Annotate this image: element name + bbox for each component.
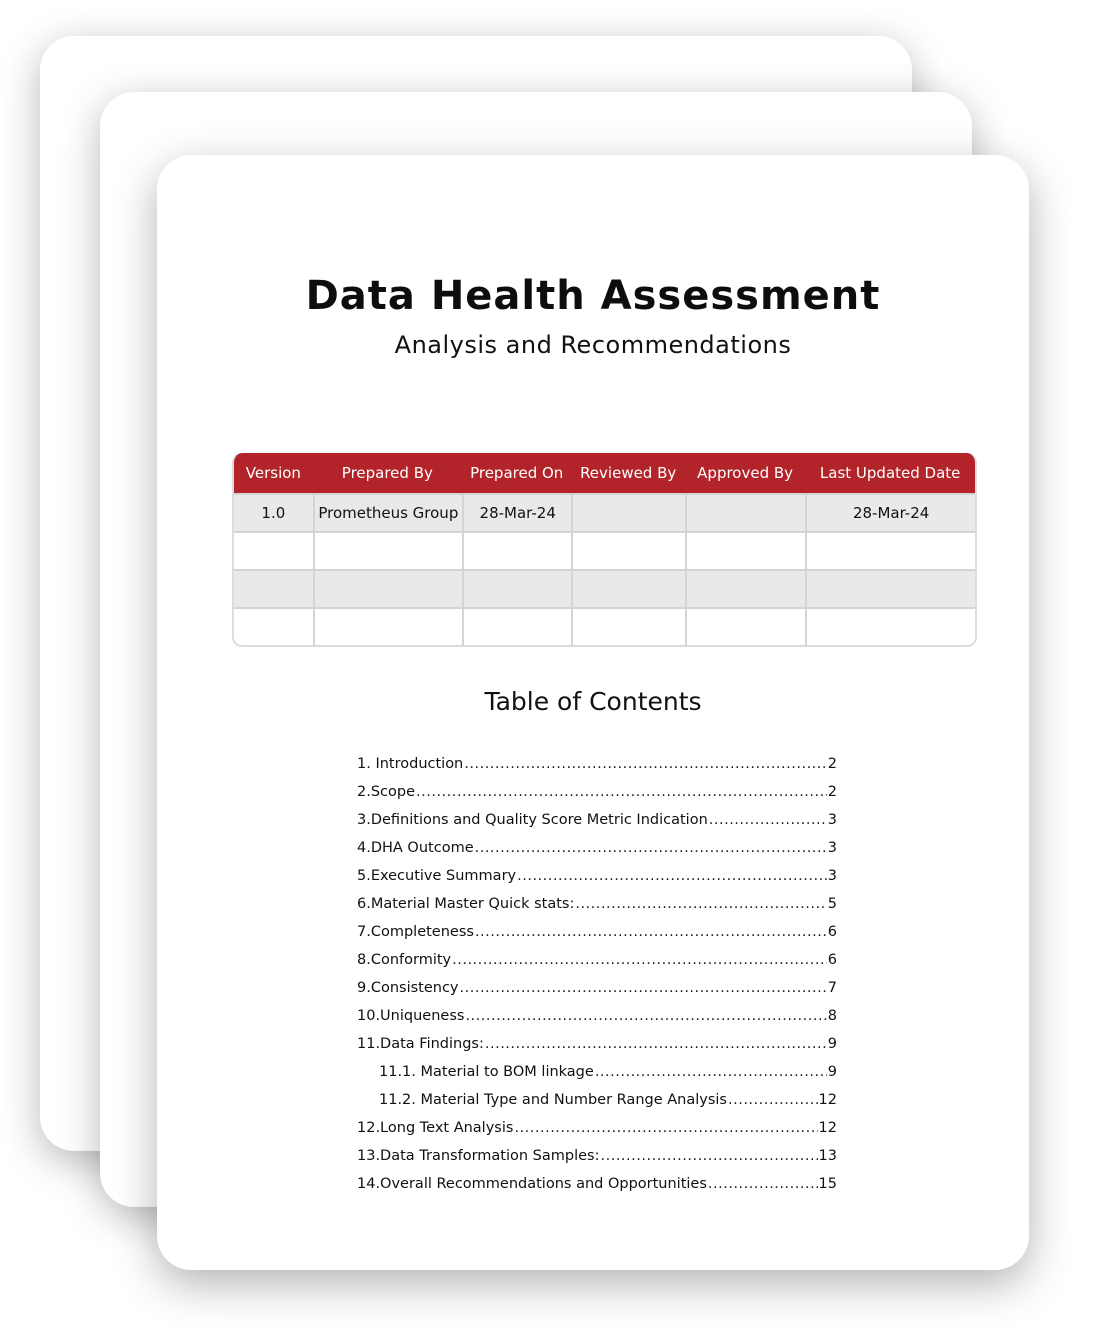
document-subtitle: Analysis and Recommendations <box>394 331 792 359</box>
toc-dot-leader <box>464 750 827 778</box>
table-cell <box>234 569 313 607</box>
toc-dot-leader <box>416 778 827 806</box>
toc-dot-leader <box>517 862 827 890</box>
toc-entry-page-number: 13 <box>818 1148 837 1164</box>
toc-entry[interactable] <box>357 778 837 806</box>
toc-entry-label: 8.Conformity <box>357 952 452 968</box>
toc-dot-leader <box>485 1030 827 1058</box>
table-cell <box>805 531 975 569</box>
document-title: Data Health Assessment <box>305 273 881 319</box>
column-header-last-updated-date: Last Updated Date <box>805 453 975 493</box>
table-row <box>234 531 975 569</box>
front-page <box>157 155 1029 1270</box>
toc-entry[interactable] <box>357 806 837 834</box>
table-cell <box>462 531 571 569</box>
toc-entry-label: 1. Introduction <box>357 756 464 772</box>
toc-entry[interactable] <box>357 862 837 890</box>
toc-entry-page-number: 5 <box>827 896 837 912</box>
table-row <box>234 569 975 607</box>
toc-dot-leader <box>601 1142 818 1170</box>
toc-entry-label: 14.Overall Recommendations and Opportunities <box>357 1176 707 1192</box>
toc-entry[interactable] <box>357 1170 837 1198</box>
toc-entry[interactable] <box>357 1114 837 1142</box>
toc-entry-label: 7.Completeness <box>357 924 474 940</box>
toc-entry-page-number: 8 <box>827 1008 837 1024</box>
toc-entry[interactable] <box>357 834 837 862</box>
toc-entry[interactable] <box>357 946 837 974</box>
toc-entry-label: 5.Executive Summary <box>357 868 517 884</box>
column-header-prepared-by: Prepared By <box>313 453 462 493</box>
table-cell <box>685 607 805 645</box>
toc-entry[interactable] <box>357 918 837 946</box>
toc-entry-page-number: 9 <box>827 1064 837 1080</box>
toc-entry[interactable] <box>357 974 837 1002</box>
column-header-prepared-on: Prepared On <box>462 453 571 493</box>
table-cell <box>685 569 805 607</box>
toc-entry-page-number: 3 <box>827 840 837 856</box>
toc-entry-page-number: 12 <box>818 1092 837 1108</box>
toc-entry-page-number: 2 <box>827 756 837 772</box>
column-header-approved-by: Approved By <box>685 453 805 493</box>
toc-dot-leader <box>595 1058 827 1086</box>
table-cell: 1.0 <box>234 493 313 531</box>
toc-entry-page-number: 15 <box>818 1176 837 1192</box>
toc-entry-page-number: 9 <box>827 1036 837 1052</box>
table-cell <box>313 607 462 645</box>
toc-list <box>357 750 837 1198</box>
toc-dot-leader <box>708 1170 818 1198</box>
table-cell <box>571 607 684 645</box>
toc-dot-leader <box>575 890 826 918</box>
table-cell: 28-Mar-24 <box>462 493 571 531</box>
table-row <box>234 607 975 645</box>
toc-entry-label: 11.1. Material to BOM linkage <box>379 1064 594 1080</box>
toc-heading: Table of Contents <box>484 687 702 716</box>
toc-dot-leader <box>475 918 827 946</box>
toc-entry-label: 6.Material Master Quick stats: <box>357 896 575 912</box>
toc-entry[interactable] <box>357 750 837 778</box>
table-cell <box>313 569 462 607</box>
toc-entry[interactable] <box>357 1002 837 1030</box>
toc-entry-page-number: 12 <box>818 1120 837 1136</box>
toc-entry-label: 9.Consistency <box>357 980 459 996</box>
version-history-table <box>232 453 977 647</box>
column-header-version: Version <box>234 453 313 493</box>
toc-entry-page-number: 3 <box>827 812 837 828</box>
table-cell <box>313 531 462 569</box>
toc-dot-leader <box>460 974 827 1002</box>
toc-entry[interactable] <box>357 1058 837 1086</box>
toc-dot-leader <box>728 1086 818 1114</box>
toc-dot-leader <box>452 946 827 974</box>
column-header-reviewed-by: Reviewed By <box>571 453 684 493</box>
toc-entry-label: 2.Scope <box>357 784 416 800</box>
toc-entry-label: 4.DHA Outcome <box>357 840 474 856</box>
toc-entry-label: 12.Long Text Analysis <box>357 1120 514 1136</box>
toc-entry[interactable] <box>357 1086 837 1114</box>
toc-entry-page-number: 2 <box>827 784 837 800</box>
toc-entry-label: 10.Uniqueness <box>357 1008 465 1024</box>
table-cell <box>571 493 684 531</box>
table-cell <box>571 569 684 607</box>
toc-entry-page-number: 6 <box>827 924 837 940</box>
toc-entry-page-number: 3 <box>827 868 837 884</box>
table-cell <box>805 607 975 645</box>
table-cell <box>234 607 313 645</box>
table-cell: Prometheus Group <box>313 493 462 531</box>
toc-entry[interactable] <box>357 890 837 918</box>
toc-entry[interactable] <box>357 1142 837 1170</box>
table-cell <box>234 531 313 569</box>
table-cell <box>462 569 571 607</box>
toc-entry-label: 13.Data Transformation Samples: <box>357 1148 600 1164</box>
table-row <box>234 493 975 531</box>
toc-dot-leader <box>709 806 827 834</box>
toc-entry-label: 11.2. Material Type and Number Range Analysis <box>379 1092 727 1108</box>
toc-entry-page-number: 6 <box>827 952 837 968</box>
toc-dot-leader <box>514 1114 817 1142</box>
table-header-row <box>234 453 975 493</box>
table-cell: 28-Mar-24 <box>805 493 975 531</box>
toc-dot-leader <box>475 834 827 862</box>
table-cell <box>685 531 805 569</box>
table-cell <box>462 607 571 645</box>
toc-entry[interactable] <box>357 1030 837 1058</box>
table-cell <box>571 531 684 569</box>
table-cell <box>685 493 805 531</box>
toc-entry-label: 3.Definitions and Quality Score Metric Indication <box>357 812 708 828</box>
table-cell <box>805 569 975 607</box>
toc-entry-label: 11.Data Findings: <box>357 1036 484 1052</box>
toc-dot-leader <box>465 1002 826 1030</box>
toc-entry-page-number: 7 <box>827 980 837 996</box>
